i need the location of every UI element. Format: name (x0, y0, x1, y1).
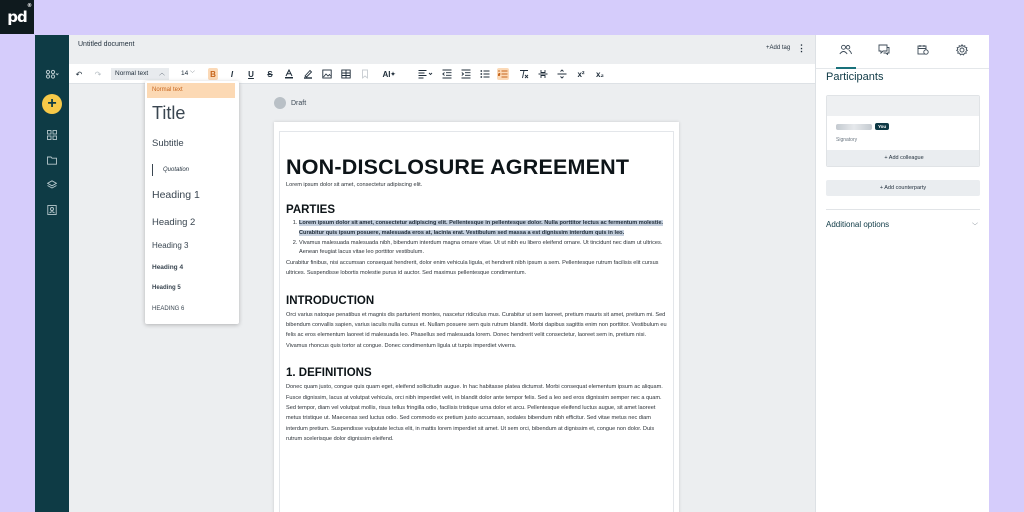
participants-icon[interactable] (839, 44, 852, 58)
menu-item-heading-4[interactable]: Heading 4 (152, 264, 184, 271)
participant-role: Signatory (836, 137, 858, 143)
selected-text[interactable]: Lorem ipsum dolor sit amet, consectetur adipiscing elit. Pellentesque in pellentesque dolor. Nulla porttitor lectus ac fermentum molestie. Curabitur quis ipsum posuere, malesuada eros at, lacinia erat. Vestibulum sed massa a est dignissim interdum quis in leo. (299, 220, 663, 236)
bookmark-icon[interactable] (359, 68, 371, 80)
menu-item-heading-1[interactable]: Heading 1 (152, 189, 200, 201)
participants-card (826, 95, 980, 167)
bullet-list-icon[interactable] (479, 68, 491, 80)
superscript-button[interactable]: x² (577, 69, 585, 79)
chevron-up-icon: ︿ (158, 71, 165, 77)
line-spacing-icon[interactable] (556, 68, 568, 80)
pd-logo: pd ® (0, 0, 34, 34)
text-color-icon[interactable] (283, 68, 295, 80)
menu-item-normal-text[interactable]: Normal text (147, 83, 235, 98)
menu-item-quotation[interactable]: Quotation (152, 164, 189, 176)
image-icon[interactable] (321, 68, 333, 80)
dashboard-icon[interactable] (35, 130, 69, 140)
participant-row[interactable] (836, 123, 889, 130)
draft-icon (274, 97, 286, 109)
ai-assist-button[interactable]: AI ✦ (382, 69, 396, 79)
settings-icon[interactable] (956, 44, 968, 59)
page-break-icon[interactable] (537, 68, 549, 80)
add-colleague-button[interactable]: + Add colleague (827, 150, 980, 166)
list-item[interactable]: 2. Vivamus malesuada malesuada nibh, bibendum interdum magna ornare vitae. Ut ut nibh eu libero eleifend ornare. Ut tincidunt nec diam ut ultrices. Aenean feugiat lacus vitae leo porttitor vestibulum. (299, 239, 667, 258)
additional-options-toggle[interactable]: Additional options (826, 220, 890, 229)
add-tag-button[interactable]: +Add tag (766, 45, 791, 51)
editor-area (69, 35, 815, 512)
strikethrough-button[interactable]: S (267, 69, 273, 79)
list-item[interactable] (299, 219, 667, 238)
redo-icon[interactable]: ↷ (94, 69, 102, 79)
definitions-paragraph[interactable]: Donec quam justo, congue quis quam eget, eleifend sollicitudin augue. In hac habitasse platea dictumst. Morbi consequat elementum ipsum ac aliquam. Fusce dignissim, lacus at volutpat vehicula, orci nibh imperdiet velit, in blandit dolor ante tempor felis. Sed a leo sed eros dignissim semper nec a quam. Sed tempor, diam vel volutpat mollis, risus tellus fringilla odio, facilisis tristique urna dolor et arcu. Pellentesque eleifend luctus augue, sit amet laoreet metus tristique ut. Maecenas sed luctus odio. Sed commodo ex pretium justo accumsan, sodales bibendum nibh efficitur. Sed vitae metus nec diam interdum pretium. Suspendisse vulputate lectus elit, in mattis lorem imperdiet sit amet. Ut sem orci, bibendum at dignissim et, congue non dolor. Duis rutrum scelerisque dolor dignissim eleifend. (286, 384, 663, 443)
menu-item-subtitle[interactable]: Subtitle (152, 138, 184, 149)
bold-button[interactable]: B (208, 68, 218, 80)
text-style-menu (145, 81, 239, 324)
divider (826, 209, 980, 210)
menu-item-heading-3[interactable]: Heading 3 (152, 241, 189, 250)
calendar-icon[interactable] (917, 44, 929, 58)
panel-title: Participants (826, 71, 884, 83)
more-options-icon[interactable]: ⋮ (797, 43, 806, 53)
parties-paragraph[interactable]: Curabitur finibus, nisi accumsan consequat hendrerit, dolor enim vehicula ligula, et hendrerit nibh ipsum a sem. Pellentesque rutrum facilisis elit cursus ultrices. Suspendisse lobortis molestie purus id auctor. Sed maximus pellentesque condimentum. (286, 259, 659, 277)
app-window (35, 35, 989, 512)
left-rail (35, 35, 69, 512)
status-badge (274, 97, 306, 109)
intro-paragraph[interactable]: Lorem ipsum dolor sit amet, consectetur adipiscing elit. (286, 182, 423, 188)
card-header (827, 96, 979, 116)
you-badge: You (875, 123, 889, 130)
status-label: Draft (291, 99, 307, 107)
table-icon[interactable] (340, 68, 352, 80)
menu-item-heading-2[interactable]: Heading 2 (152, 217, 196, 228)
document-page[interactable] (274, 122, 679, 512)
menu-item-title[interactable]: Title (152, 103, 186, 123)
right-panel (815, 35, 989, 512)
outdent-icon[interactable] (441, 68, 453, 80)
layers-icon[interactable] (35, 180, 69, 190)
folder-icon[interactable] (35, 155, 69, 165)
numbered-list-icon[interactable] (497, 68, 509, 80)
parties-list (286, 219, 667, 257)
chevron-down-icon[interactable]: ﹀ (972, 224, 979, 230)
comments-icon[interactable] (878, 44, 890, 58)
contacts-icon[interactable] (35, 205, 69, 215)
introduction-heading[interactable]: INTRODUCTION (286, 294, 375, 307)
text-style-select[interactable]: Normal text ︿ (111, 68, 169, 80)
document-heading[interactable]: NON-DISCLOSURE AGREEMENT (286, 155, 630, 179)
sparkle-icon: ✦ (390, 71, 396, 78)
highlight-icon[interactable] (302, 68, 314, 80)
underline-button[interactable]: U (248, 69, 254, 79)
active-tab-indicator (836, 67, 856, 69)
definitions-heading[interactable]: 1. DEFINITIONS (286, 367, 372, 380)
panel-tabs (816, 35, 989, 69)
parties-heading[interactable]: PARTIES (286, 204, 335, 217)
menu-item-heading-6[interactable]: HEADING 6 (152, 306, 185, 312)
create-button[interactable]: + (42, 94, 62, 114)
document-title[interactable]: Untitled document (78, 41, 135, 48)
clear-format-icon[interactable] (518, 68, 530, 80)
italic-button[interactable]: I (230, 69, 234, 79)
introduction-paragraph[interactable]: Orci varius natoque penatibus et magnis dis parturient montes, nascetur ridiculus mus. Curabitur ut sem laoreet, pretium mauris sit amet, pretium mi. Sed bibendum convallis sapien, varius iaculis nulla cursus et. Nullam posuere sem quis rutrum blandit. Morbi dapibus sagittis enim non porttitor. Vestibulum eu felis ac eros elementum laoreet id malesuada leo. Phasellus sed malesuada lorem. Donec hendrerit velit consectetur, laoreet sem in, pretium nisi. Vivamus rhoncus quis tortor at congue. Donec condimentum ligula ut turpis imperdiet viverra. (286, 311, 667, 349)
font-size-select[interactable]: 14 ﹀ (181, 70, 196, 77)
add-counterparty-button[interactable]: + Add counterparty (826, 180, 980, 196)
menu-item-heading-5[interactable]: Heading 5 (152, 285, 181, 291)
indent-icon[interactable] (460, 68, 472, 80)
chevron-down-icon: ﹀ (190, 71, 196, 77)
participant-name (836, 124, 872, 130)
apps-icon[interactable] (35, 69, 69, 79)
subscript-button[interactable]: x₂ (595, 69, 604, 79)
align-icon[interactable] (417, 68, 435, 80)
undo-icon[interactable]: ↶ (75, 69, 83, 79)
